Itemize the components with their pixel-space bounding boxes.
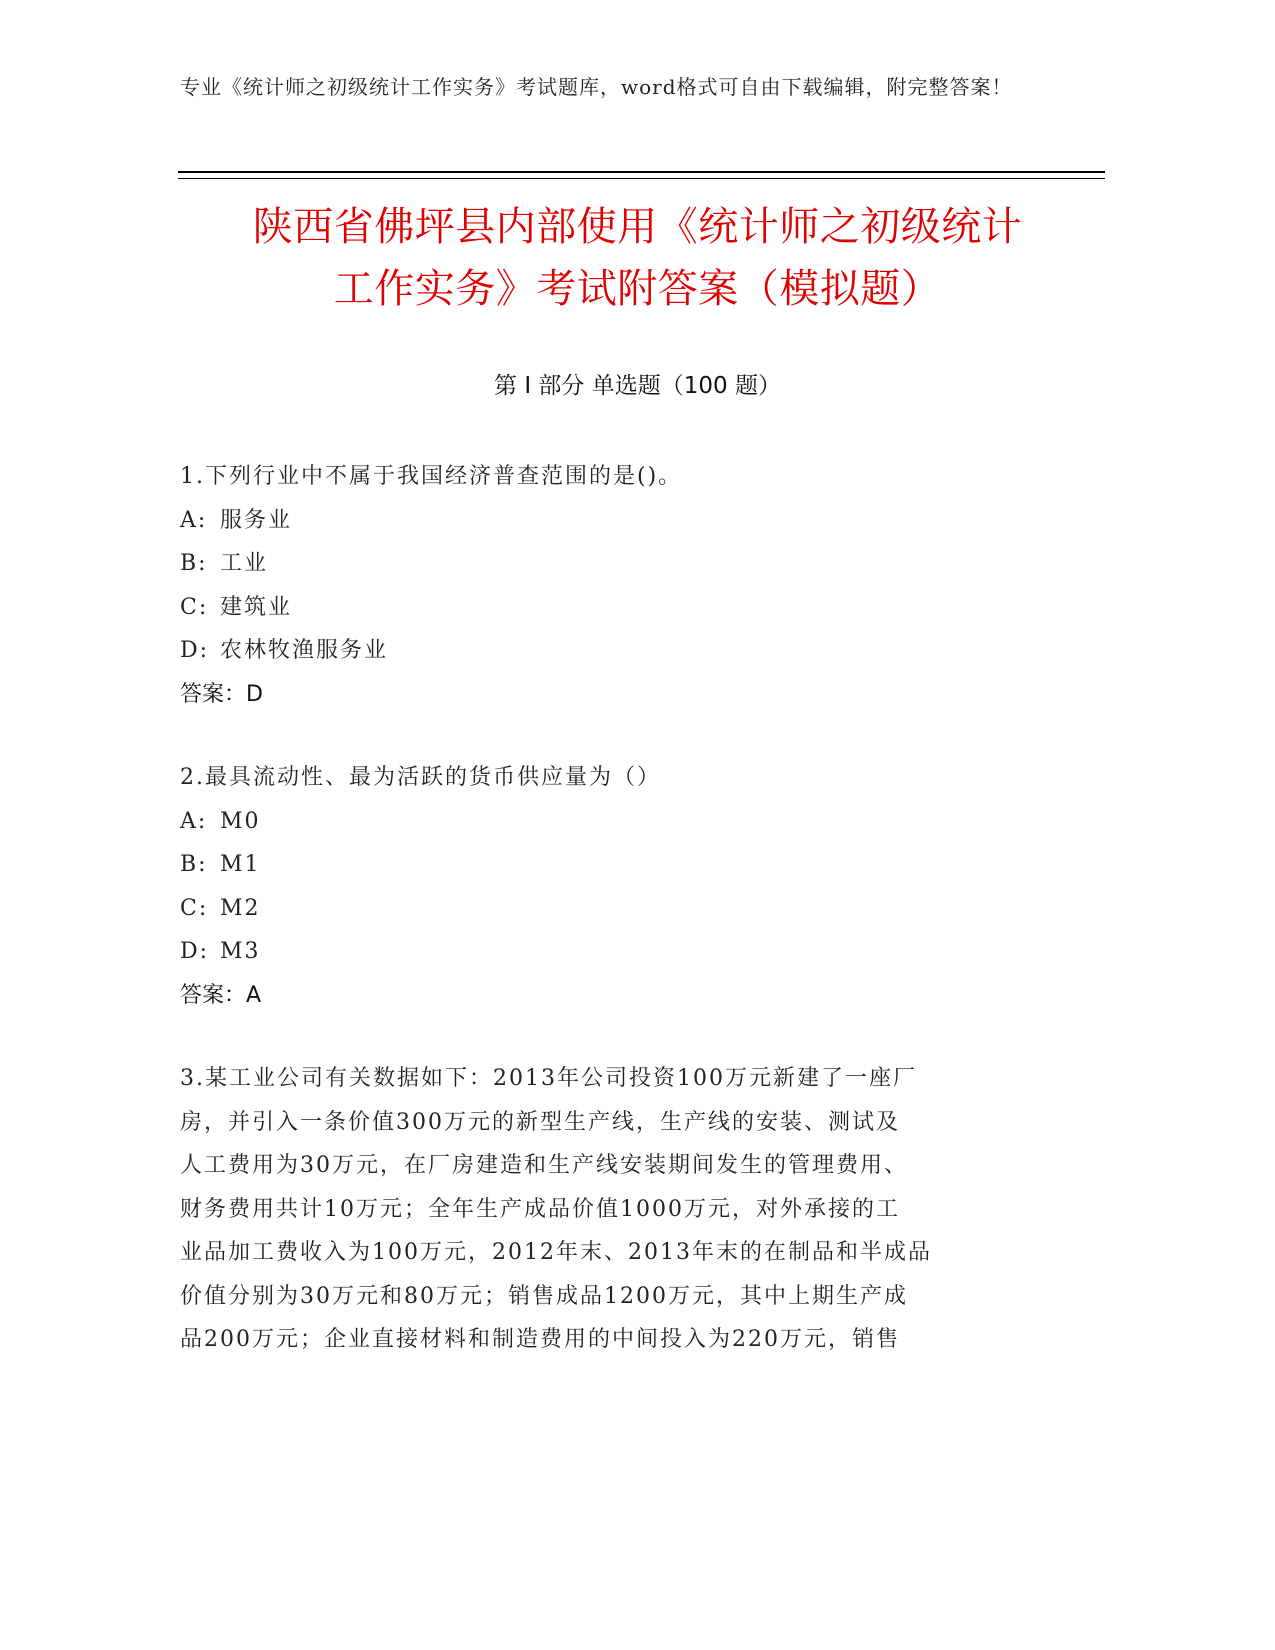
header-note: 专业《统计师之初级统计工作实务》考试题库，word格式可自由下载编辑，附完整答案！ bbox=[180, 75, 1013, 99]
option-b bbox=[180, 843, 1040, 887]
option-text: M1 bbox=[220, 852, 261, 877]
document-title bbox=[150, 196, 1125, 320]
option-c bbox=[180, 887, 1040, 931]
option-text: M2 bbox=[220, 895, 261, 921]
document-title-line-2: 工作实务》考试附答案（模拟题） bbox=[333, 266, 942, 312]
question-stem-line: 3.某工业公司有关数据如下：2013年公司投资100万元新建了一座厂 bbox=[180, 1066, 917, 1091]
section-title: 第 I 部分 单选题（100 题） bbox=[494, 373, 781, 399]
option-text: 建筑业 bbox=[220, 594, 293, 620]
option-a bbox=[180, 800, 1040, 844]
question-stem: 1.下列行业中不属于我国经济普查范围的是()。 bbox=[180, 464, 683, 489]
question-list bbox=[180, 455, 1040, 1402]
header-rule-thick bbox=[178, 171, 1105, 173]
option-letter: A: bbox=[180, 808, 208, 834]
question-stem: 2.最具流动性、最为活跃的货币供应量为（） bbox=[180, 765, 661, 790]
option-text: 工业 bbox=[220, 551, 269, 576]
header-rule-thin bbox=[178, 178, 1105, 179]
option-text: M0 bbox=[220, 808, 261, 834]
option-a bbox=[180, 499, 1040, 543]
question-stem-line: 房，并引入一条价值300万元的新型生产线，生产线的安装、测试及 bbox=[180, 1109, 900, 1135]
option-letter: A: bbox=[180, 507, 208, 533]
option-letter: C: bbox=[180, 594, 209, 620]
option-text: M3 bbox=[220, 939, 261, 964]
question-stem-line: 品200万元；企业直接材料和制造费用的中间投入为220万元，销售 bbox=[180, 1327, 900, 1352]
option-letter: C: bbox=[180, 895, 209, 921]
question-stem-line: 人工费用为30万元，在厂房建造和生产线安装期间发生的管理费用、 bbox=[180, 1153, 908, 1178]
option-letter: D: bbox=[180, 638, 210, 663]
question-3 bbox=[180, 1057, 1040, 1362]
question-stem-line: 财务费用共计10万元；全年生产成品价值1000万元，对外承接的工 bbox=[180, 1196, 900, 1222]
option-c bbox=[180, 586, 1040, 630]
option-letter: B: bbox=[180, 852, 208, 877]
question-stem-line: 价值分别为30万元和80万元；销售成品1200万元，其中上期生产成 bbox=[180, 1283, 908, 1309]
option-text: 农林牧渔服务业 bbox=[220, 638, 389, 663]
option-letter: D: bbox=[180, 939, 210, 964]
question-2 bbox=[180, 756, 1040, 1017]
option-d bbox=[180, 629, 1040, 673]
answer: 答案：A bbox=[180, 982, 262, 1008]
question-1 bbox=[180, 455, 1040, 716]
question-stem-line: 业品加工费收入为100万元，2012年末、2013年末的在制品和半成品 bbox=[180, 1240, 932, 1265]
option-text: 服务业 bbox=[220, 507, 293, 533]
answer: 答案：D bbox=[180, 681, 263, 707]
option-letter: B: bbox=[180, 551, 208, 576]
document-title-line-1: 陕西省佛坪县内部使用《统计师之初级统计 bbox=[252, 204, 1023, 250]
option-d bbox=[180, 930, 1040, 974]
option-b bbox=[180, 542, 1040, 586]
